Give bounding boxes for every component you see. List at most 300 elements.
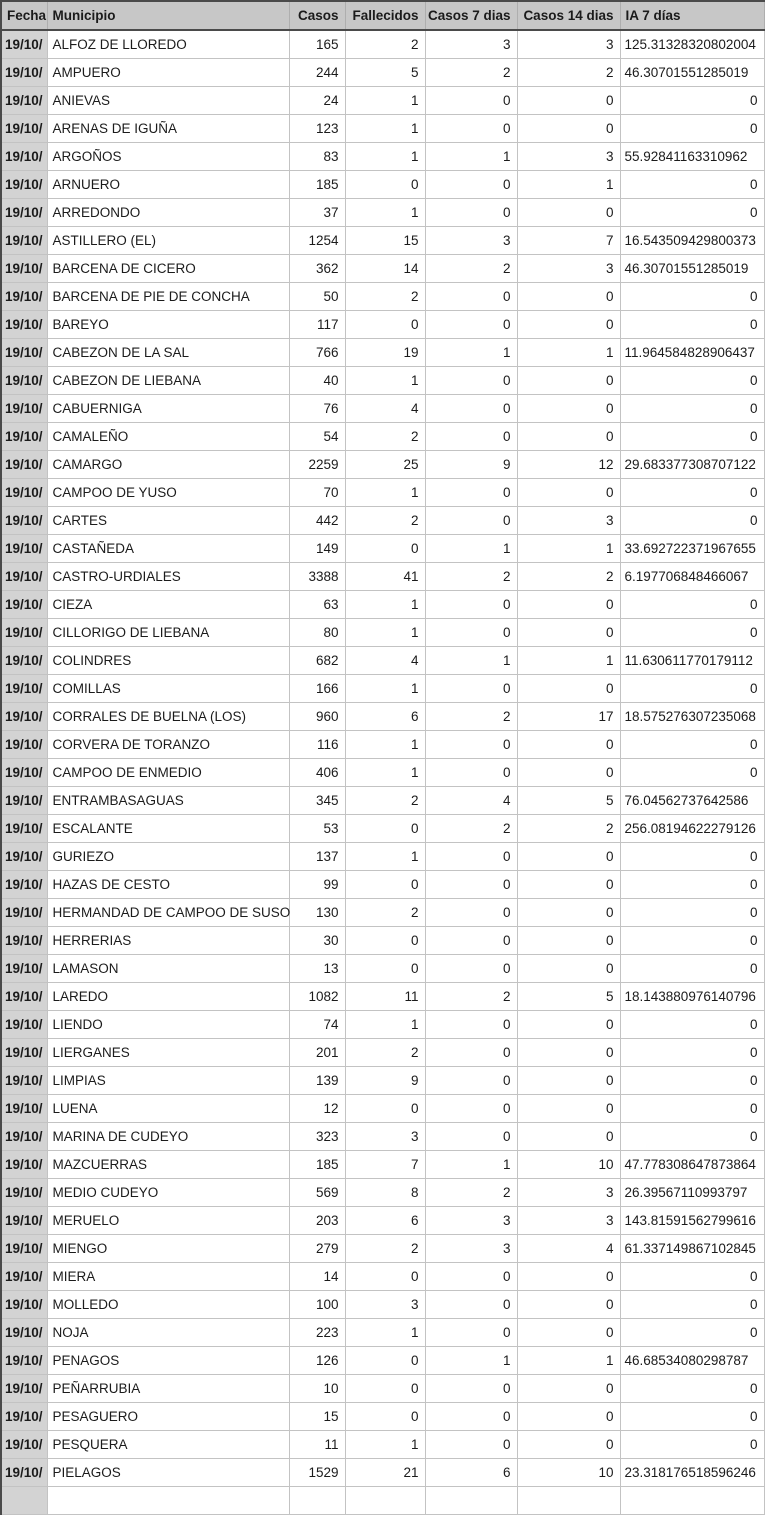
cell-casos: 37 (289, 199, 345, 227)
cell-casos-7-dias: 1 (425, 339, 517, 367)
cell-casos: 1254 (289, 227, 345, 255)
cell-fallecidos: 0 (345, 1403, 425, 1431)
cell-casos: 2259 (289, 451, 345, 479)
cell-casos-14-dias: 2 (517, 815, 620, 843)
cell-ia-7-dias: 256.08194622279126 (620, 815, 764, 843)
cell-municipio: CABEZON DE LIEBANA (47, 367, 289, 395)
cell-ia-7-dias: 0 (620, 1067, 764, 1095)
cell-ia-7-dias: 0 (620, 1039, 764, 1067)
cell-fallecidos: 1 (345, 591, 425, 619)
cell-ia-7-dias: 0 (620, 87, 764, 115)
cell-fallecidos: 3 (345, 1291, 425, 1319)
cell-fallecidos: 9 (345, 1067, 425, 1095)
table-row (1, 395, 764, 423)
cell-casos-7-dias: 0 (425, 759, 517, 787)
cell-fecha: 19/10/ (1, 535, 47, 563)
cell-casos: 50 (289, 283, 345, 311)
cell-casos: 406 (289, 759, 345, 787)
cell-municipio: MERUELO (47, 1207, 289, 1235)
cell-ia-7-dias: 0 (620, 283, 764, 311)
cell-municipio: PIELAGOS (47, 1459, 289, 1487)
cell-ia-7-dias: 18.143880976140796 (620, 983, 764, 1011)
cell-fecha: 19/10/ (1, 871, 47, 899)
cell-casos: 185 (289, 171, 345, 199)
cell-municipio: ARNUERO (47, 171, 289, 199)
table-row (1, 1039, 764, 1067)
cell-ia-7-dias: 0 (620, 1319, 764, 1347)
table-row (1, 535, 764, 563)
cell-fecha: 19/10/ (1, 1207, 47, 1235)
cell-municipio: CABEZON DE LA SAL (47, 339, 289, 367)
cell-fallecidos: 15 (345, 227, 425, 255)
cell-casos-7-dias: 2 (425, 255, 517, 283)
table-row (1, 563, 764, 591)
cell-casos-7-dias: 2 (425, 1179, 517, 1207)
cell-casos-14-dias: 5 (517, 983, 620, 1011)
cell-municipio: MIERA (47, 1263, 289, 1291)
cell-ia-7-dias: 0 (620, 899, 764, 927)
cell-ia-7-dias: 0 (620, 955, 764, 983)
cell-casos-7-dias: 1 (425, 535, 517, 563)
table-row (1, 871, 764, 899)
cell-fallecidos: 4 (345, 395, 425, 423)
table-row (1, 1347, 764, 1375)
table-row (1, 1095, 764, 1123)
cell-casos-7-dias: 0 (425, 87, 517, 115)
table-row (1, 367, 764, 395)
cell-ia-7-dias: 0 (620, 1123, 764, 1151)
cell-casos-14-dias: 0 (517, 423, 620, 451)
table-row (1, 1235, 764, 1263)
cell-fecha: 19/10/ (1, 171, 47, 199)
cell-casos-14-dias: 2 (517, 563, 620, 591)
cell-municipio: CASTRO-URDIALES (47, 563, 289, 591)
cell-casos: 682 (289, 647, 345, 675)
cell-ia-7-dias: 0 (620, 843, 764, 871)
table-row (1, 1207, 764, 1235)
cell-ia-7-dias: 6.197706848466067 (620, 563, 764, 591)
cell-fallecidos: 2 (345, 423, 425, 451)
cell-casos-7-dias: 0 (425, 1039, 517, 1067)
cell-casos-7-dias: 0 (425, 1095, 517, 1123)
cell-casos-14-dias: 0 (517, 591, 620, 619)
cell-fecha: 19/10/ (1, 1375, 47, 1403)
cell-casos-14-dias: 0 (517, 927, 620, 955)
cell-fecha: 19/10/ (1, 843, 47, 871)
cell-casos: 99 (289, 871, 345, 899)
cell-casos: 323 (289, 1123, 345, 1151)
cell-ia-7-dias: 0 (620, 619, 764, 647)
cell-fallecidos: 0 (345, 927, 425, 955)
cell-casos-7-dias: 0 (425, 927, 517, 955)
table-row (1, 1151, 764, 1179)
cell-fallecidos: 3 (345, 1123, 425, 1151)
cell-fallecidos: 1 (345, 199, 425, 227)
cell-ia-7-dias: 0 (620, 1095, 764, 1123)
cell-fallecidos: 5 (345, 59, 425, 87)
cell-ia-7-dias: 55.92841163310962 (620, 143, 764, 171)
cell-ia-7-dias: 46.30701551285019 (620, 59, 764, 87)
cell-casos-14-dias: 10 (517, 1459, 620, 1487)
cell-casos: 123 (289, 115, 345, 143)
cell-fecha: 19/10/ (1, 367, 47, 395)
cell-fallecidos: 0 (345, 955, 425, 983)
column-header-fecha: Fecha (1, 1, 47, 30)
cell-casos: 569 (289, 1179, 345, 1207)
cell-municipio: BARCENA DE CICERO (47, 255, 289, 283)
cell-fecha: 19/10/ (1, 227, 47, 255)
cell-fallecidos: 2 (345, 787, 425, 815)
cell-fecha: 19/10/ (1, 1403, 47, 1431)
cell-casos-7-dias: 3 (425, 30, 517, 59)
cell-fallecidos: 0 (345, 311, 425, 339)
cell-fallecidos: 19 (345, 339, 425, 367)
cell-ia-7-dias: 16.543509429800373 (620, 227, 764, 255)
cell-municipio (47, 1487, 289, 1515)
cell-fallecidos: 1 (345, 115, 425, 143)
cell-fallecidos: 1 (345, 87, 425, 115)
cell-municipio: CAMPOO DE ENMEDIO (47, 759, 289, 787)
cell-fallecidos: 25 (345, 451, 425, 479)
table-row (1, 619, 764, 647)
cell-fecha: 19/10/ (1, 1011, 47, 1039)
cell-ia-7-dias: 18.575276307235068 (620, 703, 764, 731)
cell-fallecidos: 41 (345, 563, 425, 591)
cell-casos-7-dias: 0 (425, 955, 517, 983)
cell-fallecidos: 0 (345, 171, 425, 199)
cell-municipio: NOJA (47, 1319, 289, 1347)
table-header (1, 1, 764, 30)
cell-ia-7-dias: 0 (620, 1263, 764, 1291)
table-row (1, 815, 764, 843)
cell-casos-7-dias: 1 (425, 1151, 517, 1179)
cell-casos-14-dias: 0 (517, 1123, 620, 1151)
cell-casos-14-dias: 4 (517, 1235, 620, 1263)
cell-fecha: 19/10/ (1, 1095, 47, 1123)
cell-fallecidos: 1 (345, 479, 425, 507)
cell-municipio: LIMPIAS (47, 1067, 289, 1095)
table-row (1, 1459, 764, 1487)
table-row (1, 1431, 764, 1459)
cell-fecha: 19/10/ (1, 1179, 47, 1207)
table-row (1, 1291, 764, 1319)
cell-casos-7-dias: 3 (425, 1235, 517, 1263)
cell-fecha (1, 1487, 47, 1515)
table-row (1, 479, 764, 507)
cell-ia-7-dias: 0 (620, 479, 764, 507)
cell-casos-14-dias: 0 (517, 1403, 620, 1431)
cell-casos-7-dias: 0 (425, 1011, 517, 1039)
table-row (1, 227, 764, 255)
cell-fecha: 19/10/ (1, 1459, 47, 1487)
cell-casos-7-dias: 0 (425, 731, 517, 759)
cell-casos-7-dias: 3 (425, 1207, 517, 1235)
cell-fallecidos: 1 (345, 675, 425, 703)
cell-casos: 766 (289, 339, 345, 367)
cell-casos-7-dias: 0 (425, 1263, 517, 1291)
cell-casos: 960 (289, 703, 345, 731)
cell-municipio: CAMARGO (47, 451, 289, 479)
table-row (1, 927, 764, 955)
cell-municipio: CIEZA (47, 591, 289, 619)
table-row (1, 1403, 764, 1431)
cell-ia-7-dias: 0 (620, 1291, 764, 1319)
cell-ia-7-dias: 0 (620, 311, 764, 339)
cell-ia-7-dias: 0 (620, 171, 764, 199)
cell-casos-14-dias: 17 (517, 703, 620, 731)
cell-fallecidos: 11 (345, 983, 425, 1011)
cell-ia-7-dias: 0 (620, 1431, 764, 1459)
cell-casos-7-dias: 0 (425, 1067, 517, 1095)
cell-ia-7-dias: 0 (620, 675, 764, 703)
table-row (1, 255, 764, 283)
cell-casos-14-dias: 1 (517, 339, 620, 367)
table-row (1, 703, 764, 731)
cell-fecha: 19/10/ (1, 1039, 47, 1067)
cell-fecha: 19/10/ (1, 983, 47, 1011)
cell-fecha: 19/10/ (1, 787, 47, 815)
cell-municipio: PESQUERA (47, 1431, 289, 1459)
cell-fallecidos: 4 (345, 647, 425, 675)
cell-ia-7-dias: 33.692722371967655 (620, 535, 764, 563)
cell-fallecidos: 8 (345, 1179, 425, 1207)
table-row (1, 451, 764, 479)
cell-fecha: 19/10/ (1, 1235, 47, 1263)
cell-casos-7-dias: 2 (425, 983, 517, 1011)
table-row (1, 1263, 764, 1291)
cell-casos-14-dias: 0 (517, 619, 620, 647)
cell-casos-14-dias: 0 (517, 367, 620, 395)
cell-casos-14-dias (517, 1487, 620, 1515)
cell-casos: 15 (289, 1403, 345, 1431)
column-header-casos-7-dias: Casos 7 dias (425, 1, 517, 30)
cell-casos-7-dias: 0 (425, 199, 517, 227)
cell-municipio: GURIEZO (47, 843, 289, 871)
cell-casos-7-dias (425, 1487, 517, 1515)
cell-fallecidos: 1 (345, 759, 425, 787)
cell-ia-7-dias: 0 (620, 367, 764, 395)
cell-casos-14-dias: 1 (517, 1347, 620, 1375)
cell-fallecidos: 7 (345, 1151, 425, 1179)
cell-municipio: MOLLEDO (47, 1291, 289, 1319)
cell-casos-7-dias: 0 (425, 1431, 517, 1459)
cell-municipio: ARGOÑOS (47, 143, 289, 171)
cell-casos-14-dias: 0 (517, 1319, 620, 1347)
table-row (1, 1487, 764, 1515)
cell-ia-7-dias: 143.81591562799616 (620, 1207, 764, 1235)
table-row (1, 423, 764, 451)
cell-casos: 126 (289, 1347, 345, 1375)
table-row (1, 1179, 764, 1207)
cell-casos-7-dias: 0 (425, 1291, 517, 1319)
table-row (1, 339, 764, 367)
cell-ia-7-dias: 61.337149867102845 (620, 1235, 764, 1263)
cell-casos-7-dias: 0 (425, 899, 517, 927)
cell-ia-7-dias (620, 1487, 764, 1515)
cell-casos-14-dias: 0 (517, 1067, 620, 1095)
cell-casos: 165 (289, 30, 345, 59)
cell-municipio: ANIEVAS (47, 87, 289, 115)
cell-fecha: 19/10/ (1, 1291, 47, 1319)
cell-ia-7-dias: 23.318176518596246 (620, 1459, 764, 1487)
cell-casos-14-dias: 7 (517, 227, 620, 255)
table-body (1, 30, 764, 1515)
cell-municipio: LIERGANES (47, 1039, 289, 1067)
cell-fecha: 19/10/ (1, 703, 47, 731)
column-header-casos-14-dias: Casos 14 dias (517, 1, 620, 30)
cell-municipio: ARENAS DE IGUÑA (47, 115, 289, 143)
table-row (1, 1067, 764, 1095)
cell-casos: 53 (289, 815, 345, 843)
cell-fallecidos: 0 (345, 815, 425, 843)
cell-casos: 139 (289, 1067, 345, 1095)
cell-casos-14-dias: 3 (517, 255, 620, 283)
cell-fecha: 19/10/ (1, 30, 47, 59)
cell-fallecidos: 0 (345, 1095, 425, 1123)
cell-casos (289, 1487, 345, 1515)
table-row (1, 759, 764, 787)
cell-fecha: 19/10/ (1, 815, 47, 843)
cell-casos: 117 (289, 311, 345, 339)
cell-municipio: PEÑARRUBIA (47, 1375, 289, 1403)
cell-fallecidos: 2 (345, 30, 425, 59)
cell-casos-14-dias: 0 (517, 395, 620, 423)
cell-fecha: 19/10/ (1, 1151, 47, 1179)
cell-fallecidos: 2 (345, 899, 425, 927)
cell-casos: 442 (289, 507, 345, 535)
cell-municipio: HAZAS DE CESTO (47, 871, 289, 899)
cell-casos: 24 (289, 87, 345, 115)
cell-casos-14-dias: 0 (517, 843, 620, 871)
cell-fallecidos: 6 (345, 703, 425, 731)
cell-casos-7-dias: 0 (425, 843, 517, 871)
cell-municipio: MARINA DE CUDEYO (47, 1123, 289, 1151)
cell-municipio: CASTAÑEDA (47, 535, 289, 563)
cell-casos-7-dias: 0 (425, 871, 517, 899)
cell-casos-7-dias: 2 (425, 59, 517, 87)
cell-casos-7-dias: 1 (425, 647, 517, 675)
cell-fallecidos: 1 (345, 1319, 425, 1347)
cell-casos-14-dias: 5 (517, 787, 620, 815)
cell-casos-14-dias: 3 (517, 143, 620, 171)
cell-casos-14-dias: 3 (517, 30, 620, 59)
cell-fecha: 19/10/ (1, 339, 47, 367)
cell-ia-7-dias: 29.683377308707122 (620, 451, 764, 479)
cell-casos: 54 (289, 423, 345, 451)
cell-casos-14-dias: 1 (517, 171, 620, 199)
cell-fallecidos: 2 (345, 1039, 425, 1067)
cell-casos-7-dias: 0 (425, 675, 517, 703)
cell-fecha: 19/10/ (1, 255, 47, 283)
cell-casos: 345 (289, 787, 345, 815)
cell-municipio: CABUERNIGA (47, 395, 289, 423)
column-header-ia-7-dias: IA 7 días (620, 1, 764, 30)
cell-casos-7-dias: 2 (425, 815, 517, 843)
cell-ia-7-dias: 0 (620, 871, 764, 899)
cell-casos-7-dias: 0 (425, 423, 517, 451)
cell-casos: 1082 (289, 983, 345, 1011)
cell-casos: 80 (289, 619, 345, 647)
cell-ia-7-dias: 0 (620, 731, 764, 759)
cell-casos-7-dias: 0 (425, 591, 517, 619)
cell-ia-7-dias: 11.630611770179112 (620, 647, 764, 675)
cell-casos-7-dias: 0 (425, 1319, 517, 1347)
cell-municipio: HERMANDAD DE CAMPOO DE SUSO (47, 899, 289, 927)
cell-casos: 185 (289, 1151, 345, 1179)
table-row (1, 507, 764, 535)
cell-casos-7-dias: 0 (425, 619, 517, 647)
cell-municipio: BARCENA DE PIE DE CONCHA (47, 283, 289, 311)
cell-ia-7-dias: 0 (620, 759, 764, 787)
table-row (1, 647, 764, 675)
cell-casos-14-dias: 10 (517, 1151, 620, 1179)
cell-casos-14-dias: 0 (517, 87, 620, 115)
cell-casos-7-dias: 0 (425, 1375, 517, 1403)
cell-fecha: 19/10/ (1, 563, 47, 591)
cell-fallecidos: 0 (345, 1347, 425, 1375)
cell-fecha: 19/10/ (1, 1431, 47, 1459)
table-row (1, 591, 764, 619)
cell-casos-14-dias: 2 (517, 59, 620, 87)
cell-casos: 137 (289, 843, 345, 871)
cell-casos: 10 (289, 1375, 345, 1403)
cell-fecha: 19/10/ (1, 1067, 47, 1095)
cell-casos: 149 (289, 535, 345, 563)
cell-casos-14-dias: 0 (517, 1291, 620, 1319)
cell-municipio: COLINDRES (47, 647, 289, 675)
cell-casos: 116 (289, 731, 345, 759)
cell-fallecidos: 1 (345, 143, 425, 171)
cell-ia-7-dias: 47.778308647873864 (620, 1151, 764, 1179)
cell-casos-14-dias: 0 (517, 1375, 620, 1403)
cell-fecha: 19/10/ (1, 143, 47, 171)
cell-casos-14-dias: 0 (517, 899, 620, 927)
cell-casos-7-dias: 2 (425, 703, 517, 731)
cell-casos-7-dias: 6 (425, 1459, 517, 1487)
cell-municipio: CILLORIGO DE LIEBANA (47, 619, 289, 647)
cell-fecha: 19/10/ (1, 619, 47, 647)
cell-casos: 3388 (289, 563, 345, 591)
cell-fecha: 19/10/ (1, 675, 47, 703)
cell-casos-7-dias: 3 (425, 227, 517, 255)
cell-casos-7-dias: 0 (425, 171, 517, 199)
table-row (1, 731, 764, 759)
cell-fecha: 19/10/ (1, 423, 47, 451)
cell-ia-7-dias: 0 (620, 199, 764, 227)
cell-casos-14-dias: 12 (517, 451, 620, 479)
cell-casos-14-dias: 1 (517, 535, 620, 563)
cell-fecha: 19/10/ (1, 479, 47, 507)
cell-fallecidos (345, 1487, 425, 1515)
cell-ia-7-dias: 0 (620, 1375, 764, 1403)
cell-fecha: 19/10/ (1, 87, 47, 115)
cell-casos: 201 (289, 1039, 345, 1067)
cell-fecha: 19/10/ (1, 955, 47, 983)
cell-casos-14-dias: 0 (517, 199, 620, 227)
cell-municipio: AMPUERO (47, 59, 289, 87)
cell-fallecidos: 2 (345, 1235, 425, 1263)
cell-ia-7-dias: 0 (620, 1011, 764, 1039)
cell-casos-14-dias: 0 (517, 283, 620, 311)
cell-ia-7-dias: 0 (620, 423, 764, 451)
cell-casos-7-dias: 0 (425, 1403, 517, 1431)
cell-casos-7-dias: 9 (425, 451, 517, 479)
cell-fallecidos: 1 (345, 367, 425, 395)
cell-municipio: CAMPOO DE YUSO (47, 479, 289, 507)
cell-casos: 40 (289, 367, 345, 395)
cell-casos-14-dias: 0 (517, 115, 620, 143)
cell-casos-7-dias: 0 (425, 311, 517, 339)
